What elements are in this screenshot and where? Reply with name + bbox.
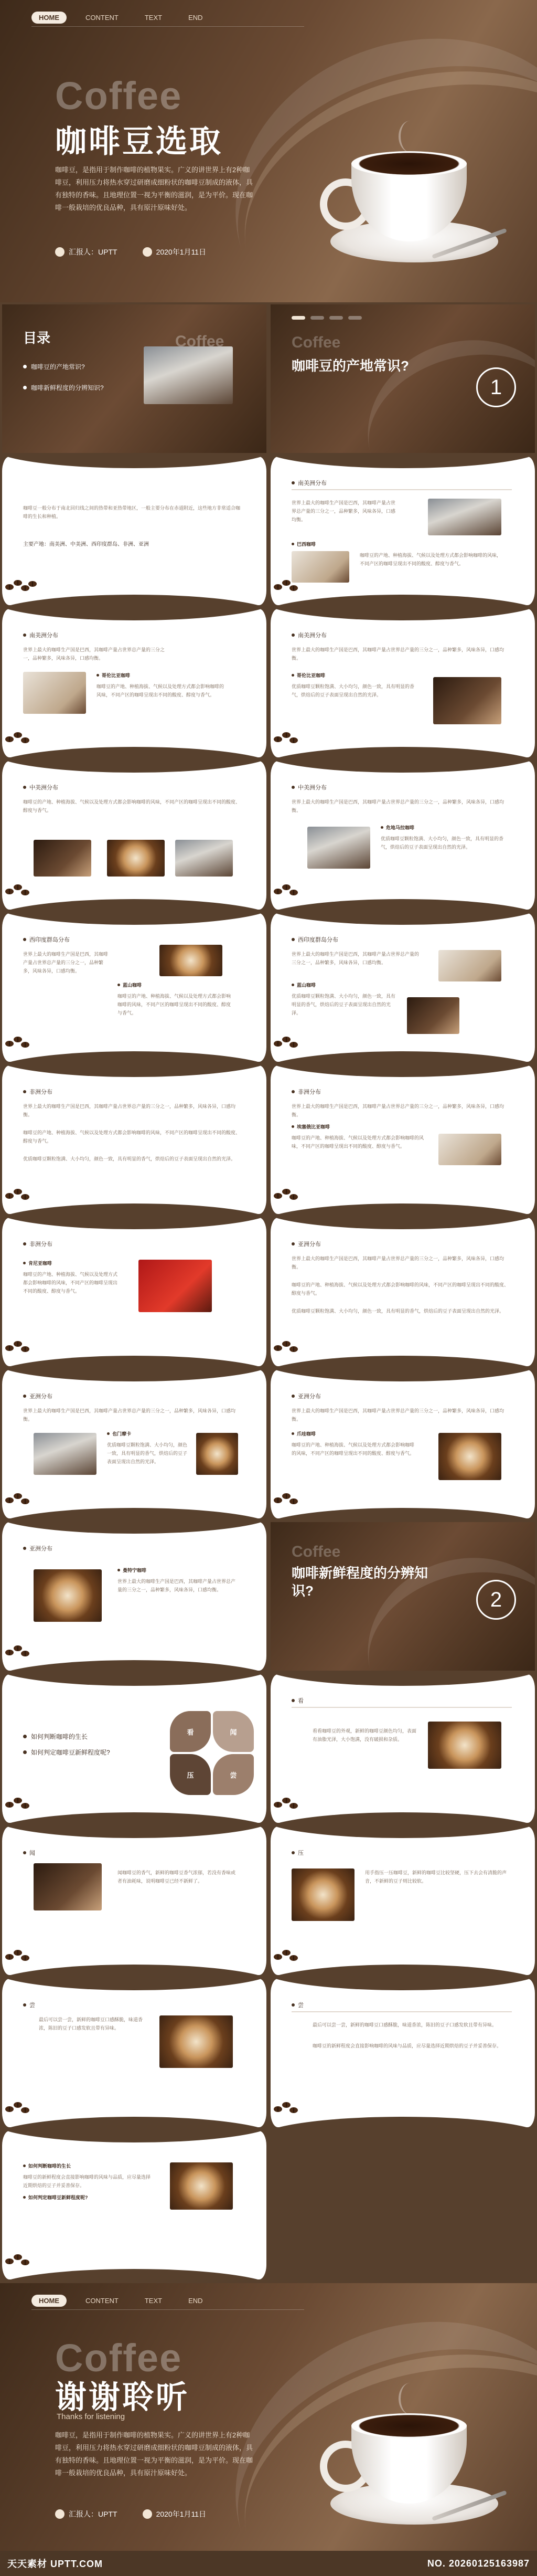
coffee-beans-icon — [274, 1036, 310, 1053]
content-slide: 亚洲分布 世界上最大的咖啡生产国是巴西，其咖啡产量占世界总产量的三分之一，品种繁多，风味各异，口感均衡。 咖啡豆的产地、种植海拔、气候以及处理方式都会影响咖啡的风味，不同产区的咖啡呈现出不同的酸度、醇度与香气。 优质咖啡豆颗粒饱满、大小均匀，颜色一致，具有明显的香气，烘焙后的豆子表面呈现出自然的光泽。 — [271, 1218, 535, 1366]
part1-slide — [271, 304, 535, 453]
laptop-photo — [144, 346, 233, 404]
content-slide: 尝 最后可以尝一尝，新鲜的咖啡豆口感酥脆，味道香浓，陈旧的豆子口感发软且带有异味。 咖啡豆的新鲜程度会直接影响咖啡的风味与品质，应尽量选择近期烘焙的豆子并妥善保存。 — [271, 1979, 535, 2127]
content-slide: 亚洲分布 世界上最大的咖啡生产国是巴西，其咖啡产量占世界总产量的三分之一，品种繁多，风味各异，口感均衡。 爪哇咖啡 咖啡豆的产地、种植海拔、气候以及处理方式都会影响咖啡的风味，不同产区的咖啡呈现出不同的酸度、醇度与香气。 — [271, 1370, 535, 1518]
coffee-beans-icon — [5, 883, 42, 901]
content-slide: 亚洲分布 曼特宁咖啡 世界上最大的咖啡生产国是巴西，其咖啡产量占世界总产量的三分之一，品种繁多，风味各异，口感均衡。 — [2, 1522, 266, 1671]
part-number: 1 — [476, 367, 516, 407]
coffee-beans-icon — [274, 731, 310, 749]
part2-slide — [271, 1522, 535, 1671]
toc-slide — [2, 304, 266, 453]
content-slide: 西印度群岛分布 世界上最大的咖啡生产国是巴西，其咖啡产量占世界总产量的三分之一，品种繁多，风味各异，口感均衡。 蓝山咖啡 咖啡豆的产地、种植海拔、气候以及处理方式都会影响咖啡的风味，不同产区的咖啡呈现出不同的酸度、醇度与香气。 — [2, 913, 266, 1062]
top-nav — [31, 12, 210, 24]
toc-item-1[interactable]: 咖啡豆的产地常识? — [23, 362, 85, 371]
coffee-watermark: Coffee — [175, 333, 224, 350]
cover-description: 咖啡豆，是指用于制作咖啡的植物果实。广义的讲世界上有2种咖啡豆，利用压力将热水穿过研磨成细粉状的咖啡豆制成的液体，具有独特的香味。且地理位置一视为平衡的滋润，是为平价。现在咖啡一般栽培的优良品种，具有原汁原味好处。 — [55, 166, 253, 212]
coffee-beans-icon — [5, 1797, 42, 1814]
coffee-beans-icon — [274, 2101, 310, 2119]
content-slide: 南美洲分布 世界上最大的咖啡生产国是巴西，其咖啡产量占世界总产量的三分之一，品种繁多，风味各异，口感均衡。 哥伦比亚咖啡 优质咖啡豆颗粒饱满、大小均匀，颜色一致，具有明显的香气，烘焙后的豆子表面呈现出自然的光泽。 — [271, 609, 535, 757]
presenter-row — [55, 247, 206, 257]
content-slide: 尝 最后可以尝一尝，新鲜的咖啡豆口感酥脆，味道香浓，陈旧的豆子口感发软且带有异味。 — [2, 1979, 266, 2127]
content-slide: 亚洲分布 世界上最大的咖啡生产国是巴西，其咖啡产量占世界总产量的三分之一，品种繁多，风味各异，口感均衡。 也门摩卡 优质咖啡豆颗粒饱满、大小均匀，颜色一致，具有明显的香气，烘焙后的豆子表面呈现出自然的光泽。 — [2, 1370, 266, 1518]
coffee-watermark: Coffee — [55, 2336, 182, 2380]
calendar-icon — [143, 2509, 152, 2519]
coffee-beans-icon — [274, 1949, 310, 1967]
coffee-beans-icon — [5, 1949, 42, 1967]
coffee-beans-icon — [5, 2253, 42, 2271]
top-nav — [31, 2295, 210, 2307]
user-icon — [55, 2509, 65, 2519]
coffee-beans-icon — [5, 1188, 42, 1206]
coffee-beans-icon — [274, 1340, 310, 1358]
nav-home[interactable]: HOME — [31, 2295, 67, 2307]
footer-id: NO. 20260125163987 — [427, 2558, 530, 2569]
cover-slide — [0, 0, 537, 302]
nav-end[interactable]: END — [188, 14, 203, 22]
content-slide: 南美洲分布 世界上最大的咖啡生产国是巴西，其咖啡产量占世界总产量的三分之一，品种繁多，风味各异，口感均衡。 哥伦比亚咖啡 咖啡豆的产地、种植海拔、气候以及处理方式都会影响咖啡的风味，不同产区的咖啡呈现出不同的酸度、醇度与香气。 — [2, 609, 266, 757]
part-title: 咖啡豆的产地常识? — [292, 358, 409, 374]
content-slide: 非洲分布 世界上最大的咖啡生产国是巴西，其咖啡产量占世界总产量的三分之一，品种繁多，风味各异，口感均衡。 埃塞俄比亚咖啡 咖啡豆的产地、种植海拔、气候以及处理方式都会影响咖啡的风味，不同产区的咖啡呈现出不同的酸度、醇度与香气。 — [271, 1065, 535, 1214]
coffee-cup-illustration — [320, 2383, 509, 2540]
end-title: 谢谢聆听 — [55, 2380, 189, 2415]
presenter-date: 2020年1月11日 — [156, 248, 207, 256]
part-number: 2 — [476, 1580, 516, 1620]
content-slide: 看 看看咖啡豆的外观，新鲜的咖啡豆颜色均匀，表面有油脂光泽，大小饱满，没有破损和杂质。 — [271, 1674, 535, 1823]
content-slide: 中美洲分布 世界上最大的咖啡生产国是巴西，其咖啡产量占世界总产量的三分之一，品种繁多，风味各异，口感均衡。 危地马拉咖啡 优质咖啡豆颗粒饱满、大小均匀，颜色一致，具有明显的香气，烘焙后的豆子表面呈现出自然的光泽。 — [271, 761, 535, 910]
coffee-beans-icon — [274, 579, 310, 597]
end-slide — [0, 2283, 537, 2551]
coffee-watermark: Coffee — [292, 1543, 341, 1560]
coffee-watermark: Coffee — [55, 74, 182, 118]
toc-item-2[interactable]: 咖啡新鲜程度的分辨知识? — [23, 383, 104, 392]
coffee-beans-icon — [5, 1644, 42, 1662]
content-slide: 闻 闻咖啡豆的香气，新鲜的咖啡豆香气浓郁，若没有香味或者有油耗味，说明咖啡豆已经不新鲜了。 — [2, 1827, 266, 1975]
content-slide: 南美洲分布 世界上最大的咖啡生产国是巴西，其咖啡产量占世界总产量的三分之一，品种繁多，风味各异，口感均衡。 巴西咖啡 咖啡豆的产地、种植海拔、气候以及处理方式都会影响咖啡的风味，不同产区的咖啡呈现出不同的酸度、醇度与香气。 — [271, 457, 535, 605]
presenter-name: 汇报人：UPTT — [69, 248, 117, 256]
nav-divider — [31, 26, 304, 27]
nav-end[interactable]: END — [188, 2297, 203, 2305]
four-step-diagram: 看 闻 压 尝 — [159, 1701, 264, 1806]
coffee-beans-icon — [5, 579, 42, 597]
end-subtitle: Thanks for listening — [57, 2412, 125, 2421]
footer-site: 天天素材 UPTT.COM — [7, 2559, 103, 2569]
cover-title: 咖啡豆选取 — [55, 124, 223, 159]
nav-home[interactable]: HOME — [31, 12, 67, 24]
toc-title: 目录 — [23, 330, 51, 346]
coffee-cup-illustration — [320, 121, 509, 278]
content-slide: 如何判断咖啡的生长 咖啡豆的新鲜程度会直接影响咖啡的风味与品质，应尽量选择近期烘焙的豆子并妥善保存。 如何判定咖啡豆新鲜程度呢? — [2, 2131, 266, 2279]
fresh-item-1[interactable]: 如何判断咖啡的生长 — [23, 1732, 88, 1741]
coffee-beans-icon — [5, 731, 42, 749]
coffee-watermark: Coffee — [292, 334, 341, 351]
coffee-beans-icon — [274, 1492, 310, 1510]
content-slide: 非洲分布 世界上最大的咖啡生产国是巴西，其咖啡产量占世界总产量的三分之一，品种繁多，风味各异，口感均衡。 咖啡豆的产地、种植海拔、气候以及处理方式都会影响咖啡的风味，不同产区的咖啡呈现出不同的酸度、醇度与香气。 优质咖啡豆颗粒饱满、大小均匀，颜色一致，具有明显的香气，烘焙后的豆子表面呈现出自然的光泽。 — [2, 1065, 266, 1214]
content-slide: 中美洲分布 咖啡豆的产地、种植海拔、气候以及处理方式都会影响咖啡的风味，不同产区的咖啡呈现出不同的酸度、醇度与香气。 — [2, 761, 266, 910]
content-slide: 西印度群岛分布 世界上最大的咖啡生产国是巴西，其咖啡产量占世界总产量的三分之一，品种繁多，风味各异，口感均衡。 蓝山咖啡 优质咖啡豆颗粒饱满、大小均匀，颜色一致，具有明显的香气，烘焙后的豆子表面呈现出自然的光泽。 — [271, 913, 535, 1062]
coffee-beans-icon — [274, 883, 310, 901]
coffee-beans-icon — [274, 1188, 310, 1206]
presenter-row: 汇报人：UPTT 2020年1月11日 — [55, 2509, 206, 2519]
coffee-beans-icon — [5, 1492, 42, 1510]
fresh-overview-slide — [2, 1674, 266, 1823]
content-slide: 压 用手指压一压咖啡豆，新鲜的咖啡豆比较坚硬，压下去会有清脆的声音，不新鲜的豆子则比较软。 — [271, 1827, 535, 1975]
coffee-beans-icon — [274, 1797, 310, 1814]
calendar-icon — [143, 247, 152, 257]
user-icon — [55, 247, 65, 257]
nav-text[interactable]: TEXT — [144, 2297, 163, 2305]
fresh-item-2[interactable]: 如何判定咖啡豆新鲜程度呢? — [23, 1748, 110, 1757]
part-title: 咖啡新鲜程度的分辨知识? — [292, 1565, 428, 1599]
coffee-beans-icon — [5, 2101, 42, 2119]
coffee-beans-icon — [5, 1036, 42, 1053]
content-slide: 非洲分布 肯尼亚咖啡 咖啡豆的产地、种植海拔、气候以及处理方式都会影响咖啡的风味，不同产区的咖啡呈现出不同的酸度、醇度与香气。 — [2, 1218, 266, 1366]
steam-icon — [399, 121, 422, 152]
nav-content[interactable]: CONTENT — [85, 2297, 119, 2305]
nav-text[interactable]: TEXT — [144, 14, 163, 22]
content-slide: 咖啡豆一般分布于南北回归线之间的热带和亚热带地区，一般主要分布在赤道附近，这些地方非常适合咖啡的生长和种植。 主要产地：南美洲、中美洲、西印度群岛、非洲、亚洲 — [2, 457, 266, 605]
mini-nav — [292, 316, 362, 320]
end-description: 咖啡豆，是指用于制作咖啡的植物果实。广义的讲世界上有2种咖啡豆，利用压力将热水穿过研磨成细粉状的咖啡豆制成的液体，具有独特的香味。且地理位置一视为平衡的滋润，是为平价。现在咖啡一般栽培的优良品种，具有原汁原味好处。 — [55, 2431, 253, 2477]
footer-watermark — [0, 2551, 537, 2576]
nav-content[interactable]: CONTENT — [85, 14, 119, 22]
coffee-beans-icon — [5, 1340, 42, 1358]
